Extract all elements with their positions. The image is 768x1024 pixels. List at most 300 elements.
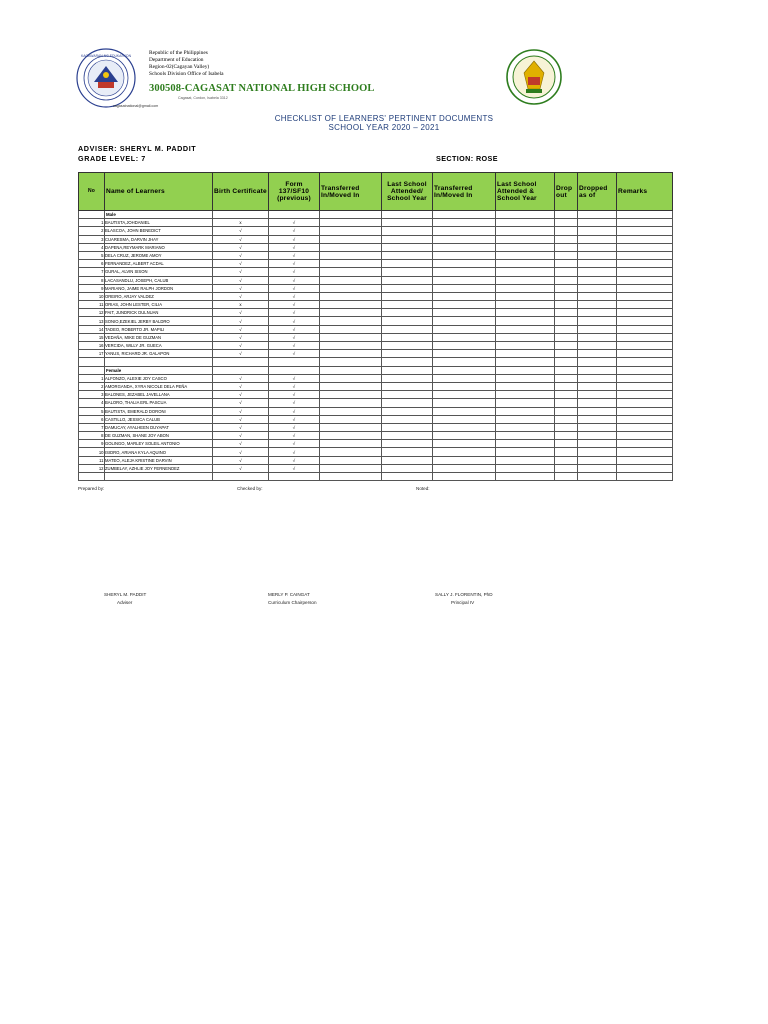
birth-certificate-mark: √	[213, 251, 269, 259]
empty-cell	[320, 227, 382, 235]
empty-cell	[496, 342, 555, 350]
empty-cell	[433, 423, 496, 431]
learner-number: 1	[79, 219, 105, 227]
empty-cell	[555, 374, 578, 382]
col-header-drop-out: Drop out	[555, 173, 578, 211]
birth-certificate-mark: √	[213, 243, 269, 251]
empty-cell	[213, 358, 269, 366]
empty-cell	[433, 317, 496, 325]
table-row	[79, 415, 673, 423]
noted-label: Noted:	[416, 486, 430, 491]
empty-cell	[320, 350, 382, 358]
empty-cell	[320, 325, 382, 333]
empty-cell	[433, 358, 496, 366]
empty-cell	[617, 415, 673, 423]
empty-cell	[496, 432, 555, 440]
empty-cell	[433, 440, 496, 448]
empty-cell	[555, 243, 578, 251]
empty-cell	[617, 333, 673, 341]
empty-cell	[320, 464, 382, 472]
empty-cell	[433, 292, 496, 300]
empty-cell	[578, 366, 617, 374]
birth-certificate-mark: √	[213, 260, 269, 268]
empty-cell	[555, 301, 578, 309]
empty-cell	[617, 407, 673, 415]
learner-name: CASTILLO, JESSICA CALUB	[105, 415, 213, 423]
learner-number: 7	[79, 268, 105, 276]
empty-cell	[382, 423, 433, 431]
header-line-department: Department of Education	[149, 57, 204, 63]
empty-cell	[382, 342, 433, 350]
table-row	[79, 456, 673, 464]
empty-cell	[320, 366, 382, 374]
empty-cell	[433, 211, 496, 219]
learner-number: 10	[79, 448, 105, 456]
empty-cell	[555, 391, 578, 399]
form137-mark: √	[269, 325, 320, 333]
birth-certificate-mark: √	[213, 464, 269, 472]
empty-cell	[382, 219, 433, 227]
empty-cell	[433, 227, 496, 235]
empty-cell	[578, 276, 617, 284]
birth-certificate-mark: √	[213, 423, 269, 431]
empty-cell	[382, 473, 433, 481]
checked-by-label: Checked by:	[237, 486, 263, 491]
birth-certificate-mark: √	[213, 415, 269, 423]
empty-cell	[320, 374, 382, 382]
empty-cell	[269, 211, 320, 219]
header-line-region: Region-02(Cagayan Valley)	[149, 64, 210, 70]
learner-number: 5	[79, 251, 105, 259]
empty-cell	[555, 235, 578, 243]
empty-cell	[555, 309, 578, 317]
table-header-row	[79, 173, 673, 211]
empty-cell	[382, 268, 433, 276]
learner-number: 8	[79, 276, 105, 284]
empty-cell	[578, 350, 617, 358]
table-row	[79, 440, 673, 448]
learner-name: ALFONZO, ALEXIE JOY CASCO	[105, 374, 213, 382]
empty-cell	[433, 407, 496, 415]
empty-cell	[496, 251, 555, 259]
school-seal-icon	[506, 49, 562, 105]
empty-cell	[578, 227, 617, 235]
empty-cell	[433, 333, 496, 341]
empty-cell	[617, 366, 673, 374]
form137-mark: √	[269, 276, 320, 284]
empty-cell	[617, 219, 673, 227]
col-header-birth-certificate: Birth Certificate	[213, 173, 269, 211]
birth-certificate-mark: √	[213, 268, 269, 276]
form137-mark: √	[269, 219, 320, 227]
empty-cell	[555, 448, 578, 456]
col-header-no: No	[79, 173, 105, 211]
empty-cell	[496, 243, 555, 251]
learner-name: GOLINGO, MARLEY SOLEIL ANTONIO	[105, 440, 213, 448]
empty-cell	[433, 366, 496, 374]
spacer-row	[79, 358, 673, 366]
table-row	[79, 423, 673, 431]
group-row-female	[79, 366, 673, 374]
empty-cell	[617, 440, 673, 448]
empty-cell	[555, 473, 578, 481]
group-label: Male	[105, 211, 213, 219]
adviser-label: ADVISER: SHERYL M. PADDIT	[78, 144, 197, 153]
form137-mark: √	[269, 432, 320, 440]
empty-cell	[105, 473, 213, 481]
signatory-role-principal: Principal IV	[451, 600, 475, 605]
empty-cell	[382, 251, 433, 259]
empty-cell	[578, 284, 617, 292]
learner-number: 2	[79, 382, 105, 390]
empty-cell	[555, 333, 578, 341]
empty-cell	[320, 251, 382, 259]
empty-cell	[578, 342, 617, 350]
table-row	[79, 301, 673, 309]
birth-certificate-mark: √	[213, 382, 269, 390]
birth-certificate-mark: √	[213, 342, 269, 350]
empty-cell	[578, 391, 617, 399]
title-line-2: SCHOOL YEAR 2020 – 2021	[328, 123, 440, 132]
form137-mark: √	[269, 251, 320, 259]
empty-cell	[617, 235, 673, 243]
empty-cell	[617, 325, 673, 333]
empty-cell	[433, 251, 496, 259]
empty-cell	[382, 260, 433, 268]
learner-name: YANUS, RICHARD JR. GALAPON	[105, 350, 213, 358]
birth-certificate-mark: x	[213, 219, 269, 227]
learner-name: CUARESMA, DARVIN JHAY	[105, 235, 213, 243]
form137-mark: √	[269, 423, 320, 431]
table-row	[79, 333, 673, 341]
empty-cell	[617, 309, 673, 317]
empty-cell	[269, 473, 320, 481]
learner-name: BALONES, JEZABEL JAVELLANA	[105, 391, 213, 399]
empty-cell	[578, 219, 617, 227]
empty-cell	[269, 366, 320, 374]
empty-cell	[555, 432, 578, 440]
empty-cell	[433, 473, 496, 481]
learner-number: 15	[79, 333, 105, 341]
empty-cell	[496, 276, 555, 284]
empty-cell	[578, 292, 617, 300]
empty-cell	[496, 292, 555, 300]
learner-number: 16	[79, 342, 105, 350]
empty-cell	[320, 440, 382, 448]
birth-certificate-mark: √	[213, 317, 269, 325]
empty-cell	[617, 301, 673, 309]
empty-cell	[433, 325, 496, 333]
empty-cell	[382, 366, 433, 374]
table-row	[79, 448, 673, 456]
empty-cell	[496, 325, 555, 333]
empty-cell	[578, 440, 617, 448]
signatory-role-adviser: Adviser	[117, 600, 133, 605]
empty-cell	[382, 276, 433, 284]
birth-certificate-mark: √	[213, 374, 269, 382]
empty-cell	[555, 358, 578, 366]
table-row	[79, 235, 673, 243]
learner-number: 17	[79, 350, 105, 358]
empty-cell	[320, 432, 382, 440]
learner-name: OREIRO, ARJAY VALDEZ	[105, 292, 213, 300]
section-label: SECTION: ROSE	[436, 154, 498, 163]
table-row	[79, 260, 673, 268]
birth-certificate-mark: √	[213, 309, 269, 317]
learner-name: GURAL, ALVIN SISON	[105, 268, 213, 276]
form137-mark: √	[269, 268, 320, 276]
empty-cell	[382, 292, 433, 300]
empty-cell	[578, 301, 617, 309]
birth-certificate-mark: √	[213, 276, 269, 284]
learner-name: BLASCOA, JOHN BENEDICT	[105, 227, 213, 235]
empty-cell	[617, 260, 673, 268]
empty-cell	[617, 358, 673, 366]
empty-cell	[79, 211, 105, 219]
birth-certificate-mark: √	[213, 448, 269, 456]
empty-cell	[555, 350, 578, 358]
empty-cell	[555, 415, 578, 423]
birth-certificate-mark: √	[213, 391, 269, 399]
table-row	[79, 284, 673, 292]
birth-certificate-mark: √	[213, 456, 269, 464]
table-row	[79, 219, 673, 227]
learner-name: DAPENA,REYMARK MARIANO	[105, 243, 213, 251]
empty-cell	[555, 464, 578, 472]
empty-cell	[496, 423, 555, 431]
form137-mark: √	[269, 448, 320, 456]
empty-cell	[79, 473, 105, 481]
empty-cell	[320, 382, 382, 390]
table-row	[79, 464, 673, 472]
learner-name: DE GUZMAN, SHANE JOY ABON	[105, 432, 213, 440]
table-row	[79, 268, 673, 276]
learner-number: 1	[79, 374, 105, 382]
col-header-last-school-2: Last School Attended & School Year	[496, 173, 555, 211]
empty-cell	[555, 219, 578, 227]
signatory-name-chairperson: MERLY P. CAINGAT	[268, 592, 310, 597]
col-header-transferred-in-2: Transferred In/Moved In	[433, 173, 496, 211]
empty-cell	[433, 301, 496, 309]
form137-mark: √	[269, 440, 320, 448]
learner-number: 13	[79, 317, 105, 325]
birth-certificate-mark: √	[213, 333, 269, 341]
empty-cell	[433, 342, 496, 350]
learner-name: ISIDRO, ARIANA KYLA AQUINO	[105, 448, 213, 456]
empty-cell	[320, 219, 382, 227]
empty-cell	[578, 448, 617, 456]
form137-mark: √	[269, 301, 320, 309]
empty-cell	[578, 464, 617, 472]
form137-mark: √	[269, 342, 320, 350]
col-header-dropped-as-of: Dropped as of	[578, 173, 617, 211]
empty-cell	[578, 382, 617, 390]
empty-cell	[105, 358, 213, 366]
form137-mark: √	[269, 333, 320, 341]
empty-cell	[382, 235, 433, 243]
empty-cell	[320, 391, 382, 399]
empty-cell	[433, 219, 496, 227]
table-row	[79, 243, 673, 251]
empty-cell	[320, 260, 382, 268]
empty-cell	[578, 211, 617, 219]
learner-name: DAMUCAY, AYALHEEN DUYAPAT	[105, 423, 213, 431]
school-name: 300508-CAGASAT NATIONAL HIGH SCHOOL	[149, 83, 375, 94]
empty-cell	[496, 440, 555, 448]
empty-cell	[320, 235, 382, 243]
empty-cell	[433, 382, 496, 390]
school-address: Cagasat, Cordon, Isabela 3312	[178, 96, 228, 100]
empty-cell	[555, 382, 578, 390]
empty-cell	[555, 407, 578, 415]
empty-cell	[496, 374, 555, 382]
empty-cell	[578, 333, 617, 341]
learner-name: MATEO, ALEJA KRISTINE DARVIN	[105, 456, 213, 464]
empty-cell	[578, 268, 617, 276]
learner-name: SONIO,EZEKIEL JERBY BALDRO	[105, 317, 213, 325]
empty-cell	[433, 432, 496, 440]
empty-cell	[578, 456, 617, 464]
form137-mark: √	[269, 317, 320, 325]
empty-cell	[555, 227, 578, 235]
empty-cell	[496, 407, 555, 415]
table-row	[79, 292, 673, 300]
birth-certificate-mark: √	[213, 235, 269, 243]
learner-number: 6	[79, 415, 105, 423]
empty-cell	[213, 366, 269, 374]
col-header-form137: Form 137/SF10 (previous)	[269, 173, 320, 211]
empty-cell	[382, 407, 433, 415]
form137-mark: √	[269, 227, 320, 235]
empty-cell	[320, 309, 382, 317]
form137-mark: √	[269, 391, 320, 399]
grade-level-label: GRADE LEVEL: 7	[78, 154, 146, 163]
form137-mark: √	[269, 456, 320, 464]
empty-cell	[496, 473, 555, 481]
form137-mark: √	[269, 464, 320, 472]
learner-name: VEDAÑA, MIKE DE GUZMAN	[105, 333, 213, 341]
empty-cell	[320, 415, 382, 423]
empty-cell	[382, 399, 433, 407]
learner-name: DELA CRUZ, JEROME AMOY	[105, 251, 213, 259]
birth-certificate-mark: √	[213, 399, 269, 407]
empty-cell	[578, 432, 617, 440]
table-row	[79, 309, 673, 317]
form137-mark: √	[269, 284, 320, 292]
spacer-row	[79, 473, 673, 481]
signatory-name-principal: SALLY J. FLORENTIN, PhD	[435, 592, 493, 597]
empty-cell	[617, 456, 673, 464]
learners-checklist-table-wrap	[78, 172, 672, 481]
learner-name: FERNANDEZ, ALBERT ACDAL	[105, 260, 213, 268]
table-row	[79, 251, 673, 259]
empty-cell	[320, 284, 382, 292]
empty-cell	[320, 407, 382, 415]
empty-cell	[555, 268, 578, 276]
deped-seal-icon	[76, 48, 136, 108]
table-row	[79, 374, 673, 382]
learner-number: 5	[79, 407, 105, 415]
empty-cell	[496, 268, 555, 276]
empty-cell	[382, 350, 433, 358]
birth-certificate-mark: √	[213, 407, 269, 415]
learner-number: 4	[79, 243, 105, 251]
birth-certificate-mark: √	[213, 432, 269, 440]
empty-cell	[496, 448, 555, 456]
empty-cell	[555, 317, 578, 325]
empty-cell	[382, 309, 433, 317]
learner-number: 7	[79, 423, 105, 431]
empty-cell	[433, 456, 496, 464]
empty-cell	[617, 342, 673, 350]
svg-text:KAGAWARAN NG EDUKASYON: KAGAWARAN NG EDUKASYON	[80, 54, 132, 58]
empty-cell	[578, 309, 617, 317]
empty-cell	[382, 391, 433, 399]
learner-number: 8	[79, 432, 105, 440]
col-header-last-school-1: Last School Attended/ School Year	[382, 173, 433, 211]
empty-cell	[382, 317, 433, 325]
empty-cell	[555, 292, 578, 300]
empty-cell	[555, 260, 578, 268]
empty-cell	[382, 243, 433, 251]
empty-cell	[433, 260, 496, 268]
learner-number: 12	[79, 309, 105, 317]
empty-cell	[555, 366, 578, 374]
learner-name: VERCIDA, WILLY JR. GUECA	[105, 342, 213, 350]
empty-cell	[578, 473, 617, 481]
col-header-transferred-in-1: Transferred In/Moved In	[320, 173, 382, 211]
empty-cell	[496, 358, 555, 366]
empty-cell	[433, 284, 496, 292]
empty-cell	[617, 423, 673, 431]
empty-cell	[496, 350, 555, 358]
table-row	[79, 391, 673, 399]
empty-cell	[496, 309, 555, 317]
empty-cell	[496, 464, 555, 472]
empty-cell	[617, 464, 673, 472]
empty-cell	[555, 456, 578, 464]
table-row	[79, 276, 673, 284]
learners-checklist-table	[78, 172, 673, 481]
col-header-name: Name of Learners	[105, 173, 213, 211]
empty-cell	[382, 301, 433, 309]
empty-cell	[382, 464, 433, 472]
learner-number: 9	[79, 284, 105, 292]
form137-mark: √	[269, 374, 320, 382]
birth-certificate-mark: √	[213, 227, 269, 235]
empty-cell	[320, 211, 382, 219]
empty-cell	[617, 243, 673, 251]
empty-cell	[555, 440, 578, 448]
empty-cell	[496, 235, 555, 243]
empty-cell	[433, 309, 496, 317]
empty-cell	[320, 358, 382, 366]
learner-number: 6	[79, 260, 105, 268]
group-label: Female	[105, 366, 213, 374]
empty-cell	[213, 211, 269, 219]
learner-name: LACASANDLU, JOSEPH, CALUB	[105, 276, 213, 284]
signatory-name-adviser: SHERYL M. PADDIT	[104, 592, 147, 597]
form137-mark: √	[269, 415, 320, 423]
birth-certificate-mark: √	[213, 292, 269, 300]
empty-cell	[617, 268, 673, 276]
empty-cell	[382, 325, 433, 333]
empty-cell	[578, 243, 617, 251]
empty-cell	[496, 301, 555, 309]
empty-cell	[578, 317, 617, 325]
empty-cell	[617, 284, 673, 292]
birth-certificate-mark: √	[213, 440, 269, 448]
